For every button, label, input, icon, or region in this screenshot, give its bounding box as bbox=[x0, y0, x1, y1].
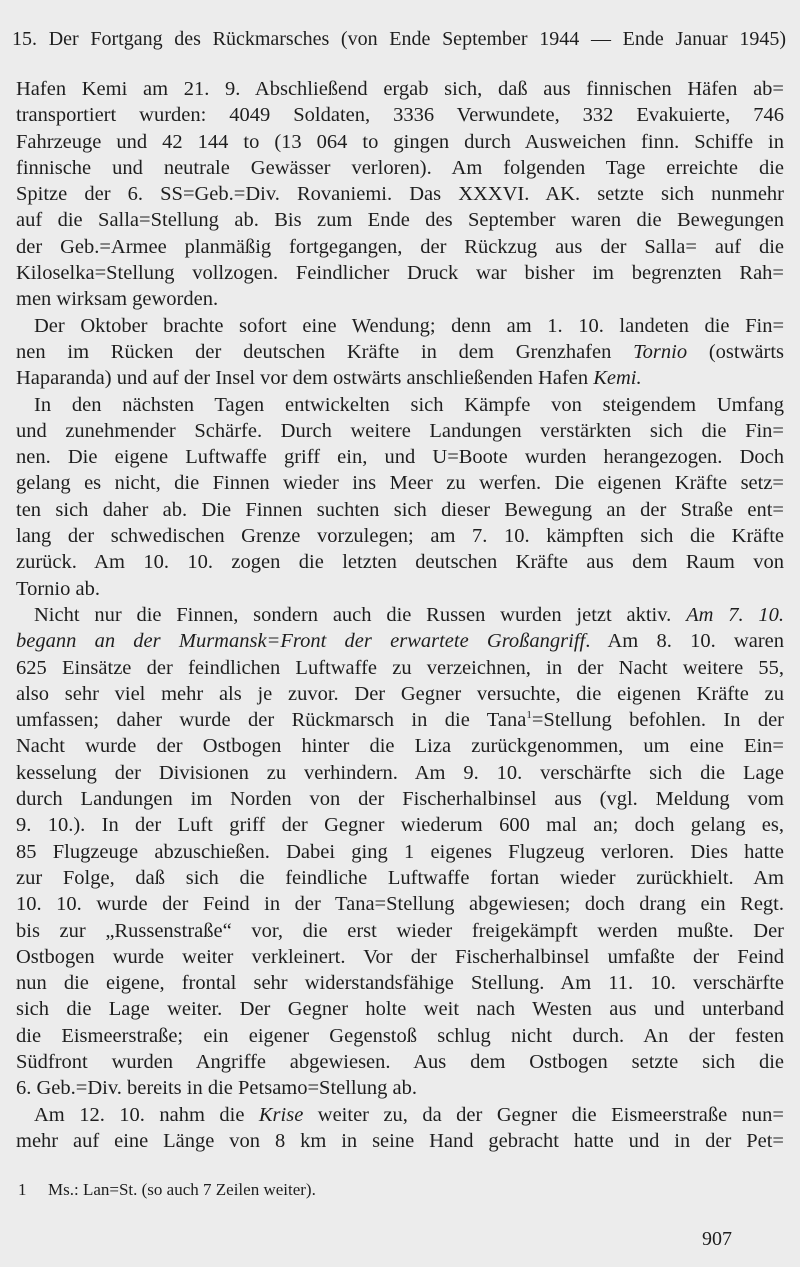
text-line bbox=[16, 760, 784, 786]
paragraph bbox=[16, 1102, 784, 1155]
text-segment: Der Oktober brachte sofort eine Wendung; denn am 1. 10. landeten die Fin= bbox=[34, 314, 784, 337]
text-line bbox=[16, 260, 784, 286]
text-segment: der Geb.=Armee planmäßig fortgegangen, der Rückzug aus der Salla= auf die bbox=[16, 235, 784, 258]
text-segment: nen im Rücken der deutschen Kräfte in dem Grenzhafen bbox=[16, 340, 634, 363]
text-segment: weiter zu, da der Gegner die Eismeerstraße nun= bbox=[303, 1103, 784, 1126]
text-segment: 10. 10. wurde der Feind in der Tana=Stellung abgewiesen; doch drang ein Regt. bbox=[16, 893, 784, 916]
text-line bbox=[16, 576, 784, 602]
text-line bbox=[16, 865, 784, 891]
text-segment: nen. Die eigene Luftwaffe griff ein, und U=Boote wurden herangezogen. Doch bbox=[16, 446, 784, 469]
text-line bbox=[16, 1023, 784, 1049]
text-line bbox=[16, 313, 784, 339]
text-segment: durch Landungen im Norden von der Fischerhalbinsel aus (vgl. Meldung vom bbox=[16, 788, 784, 811]
text-line bbox=[16, 497, 784, 523]
text-line bbox=[16, 970, 784, 996]
footnote-number: 1 bbox=[18, 1180, 27, 1199]
text-line bbox=[16, 602, 784, 628]
text-line bbox=[16, 1075, 784, 1101]
text-segment: und zunehmender Schärfe. Durch weitere Landungen verstärkten sich die Fin= bbox=[16, 419, 784, 442]
text-segment: . Am 8. 10. waren bbox=[585, 630, 784, 653]
footnote-text: Ms.: Lan=St. (so auch 7 Zeilen weiter). bbox=[48, 1180, 316, 1199]
text-segment: umfassen; daher wurde der Rückmarsch in die Tana bbox=[16, 709, 527, 732]
text-segment: finnische und neutrale Gewässer verloren). Am folgenden Tage erreichte die bbox=[16, 156, 784, 179]
text-segment: men wirksam geworden. bbox=[16, 288, 219, 311]
text-line bbox=[16, 839, 784, 865]
text-line bbox=[16, 733, 784, 759]
text-segment: Am 12. 10. nahm die bbox=[34, 1103, 259, 1126]
text-line bbox=[16, 812, 784, 838]
text-line bbox=[16, 655, 784, 681]
paragraph bbox=[16, 602, 784, 1102]
text-line bbox=[16, 1102, 784, 1128]
text-segment: Haparanda) und auf der Insel vor dem ostwärts anschließenden Hafen bbox=[16, 367, 594, 390]
running-header: 15. Der Fortgang des Rückmarsches (von Ende September 1944 — Ende Januar 1945) bbox=[12, 28, 786, 50]
text-segment: 85 Flugzeuge abzuschießen. Dabei ging 1 eigenes Flugzeug verloren. Dies hatte bbox=[16, 840, 784, 863]
text-line bbox=[16, 1049, 784, 1075]
text-segment: Tornio ab. bbox=[16, 577, 100, 600]
text-line bbox=[16, 418, 784, 444]
footnote-ref: 1 bbox=[526, 709, 532, 722]
paragraph bbox=[16, 392, 784, 602]
text-line bbox=[16, 918, 784, 944]
text-segment: Kiloselka=Stellung vollzogen. Feindlicher Druck war bisher im begrenzten Rah= bbox=[16, 262, 784, 285]
text-line bbox=[16, 207, 784, 233]
text-line bbox=[16, 76, 784, 102]
text-segment: bis zur „Russenstraße“ vor, die erst wieder freigekämpft werden mußte. Der bbox=[16, 919, 784, 942]
text-segment: die Eismeerstraße; ein eigener Gegenstoß schlug nicht durch. An der festen bbox=[16, 1024, 784, 1047]
text-segment: ten sich daher ab. Die Finnen suchten sich dieser Bewegung an der Straße ent= bbox=[16, 498, 784, 521]
paragraph bbox=[16, 313, 784, 392]
text-segment: 625 Einsätze der feindlichen Luftwaffe zu verzeichnen, in der Nacht weitere 55, bbox=[16, 656, 784, 679]
text-segment: zur Folge, daß sich die feindliche Luftwaffe fortan wieder zurückhielt. Am bbox=[16, 866, 784, 889]
text-line bbox=[16, 286, 784, 312]
text-line bbox=[16, 944, 784, 970]
text-line bbox=[16, 891, 784, 917]
text-segment: Hafen Kemi am 21. 9. Abschließend ergab sich, daß aus finnischen Häfen ab= bbox=[16, 78, 784, 100]
text-line bbox=[16, 155, 784, 181]
text-line bbox=[16, 234, 784, 260]
italic-text: Tornio bbox=[633, 340, 688, 363]
text-segment: Nacht wurde der Ostbogen hinter die Liza zurückgenommen, um eine Ein= bbox=[16, 735, 784, 758]
text-segment: Südfront wurden Angriffe abgewiesen. Aus dem Ostbogen setzte sich die bbox=[16, 1050, 784, 1073]
text-line bbox=[16, 786, 784, 812]
text-segment: sich die Lage weiter. Der Gegner holte weit nach Westen aus und unterband bbox=[16, 998, 784, 1021]
text-segment: 9. 10.). In der Luft griff der Gegner wiederum 600 mal an; doch gelang es, bbox=[16, 814, 784, 837]
text-segment: =Stellung befohlen. In der bbox=[531, 709, 784, 732]
text-segment: kesselung der Divisionen zu verhindern. Am 9. 10. verschärfte sich die Lage bbox=[16, 761, 784, 784]
text-line bbox=[16, 996, 784, 1022]
text-line bbox=[16, 339, 784, 365]
text-segment: gelang es nicht, die Finnen wieder ins Meer zu werfen. Die eigenen Kräfte setz= bbox=[16, 472, 784, 495]
text-segment: Spitze der 6. SS=Geb.=Div. Rovaniemi. Das XXXVI. AK. setzte sich nunmehr bbox=[16, 183, 784, 206]
italic-text: Krise bbox=[258, 1103, 304, 1126]
text-segment: In den nächsten Tagen entwickelten sich Kämpfe von steigendem Umfang bbox=[34, 393, 784, 416]
text-line bbox=[16, 470, 784, 496]
text-segment: (ostwärts bbox=[687, 340, 785, 363]
text-line bbox=[16, 102, 784, 128]
text-line bbox=[16, 1128, 784, 1154]
text-line bbox=[16, 523, 784, 549]
text-segment: also sehr viel mehr als je zuvor. Der Gegner versuchte, die eigenen Kräfte zu bbox=[16, 682, 784, 705]
text-line bbox=[16, 392, 784, 418]
text-line bbox=[16, 181, 784, 207]
text-segment: auf die Salla=Stellung ab. Bis zum Ende des September waren die Bewegungen bbox=[16, 209, 784, 232]
text-line bbox=[16, 365, 784, 391]
footnote bbox=[18, 1180, 316, 1200]
body-text bbox=[16, 76, 784, 1154]
text-segment: nun die eigene, frontal sehr widerstandsfähige Stellung. Am 11. 10. verschärfte bbox=[16, 972, 784, 995]
text-segment: 6. Geb.=Div. bereits in die Petsamo=Stellung ab. bbox=[16, 1077, 417, 1100]
text-segment: transportiert wurden: 4049 Soldaten, 3336 Verwundete, 332 Evakuierte, 746 bbox=[16, 104, 784, 127]
text-line bbox=[16, 681, 784, 707]
text-line bbox=[16, 129, 784, 155]
text-segment: lang der schwedischen Grenze vorzulegen; am 7. 10. kämpften sich die Kräfte bbox=[16, 525, 784, 548]
italic-text: begann an der Murmansk=Front der erwartete Großangriff bbox=[16, 630, 586, 653]
text-segment: Fahrzeuge und 42 144 to (13 064 to gingen durch Ausweichen finn. Schiffe in bbox=[16, 130, 784, 153]
paragraph bbox=[16, 76, 784, 313]
italic-text: Am 7. 10. bbox=[686, 603, 784, 626]
page-number: 907 bbox=[702, 1228, 732, 1250]
text-segment: Nicht nur die Finnen, sondern auch die Russen wurden jetzt aktiv. bbox=[34, 603, 687, 626]
text-segment: mehr auf eine Länge von 8 km in seine Hand gebracht hatte und in der Pet= bbox=[16, 1129, 784, 1152]
italic-text: Kemi. bbox=[593, 367, 642, 390]
text-segment: Ostbogen wurde weiter verkleinert. Vor der Fischerhalbinsel umfaßte der Feind bbox=[16, 945, 784, 968]
text-line bbox=[16, 628, 784, 654]
text-segment: zurück. Am 10. 10. zogen die letzten deutschen Kräfte aus dem Raum von bbox=[16, 551, 784, 574]
text-line bbox=[16, 444, 784, 470]
text-line bbox=[16, 549, 784, 575]
text-line bbox=[16, 707, 784, 733]
